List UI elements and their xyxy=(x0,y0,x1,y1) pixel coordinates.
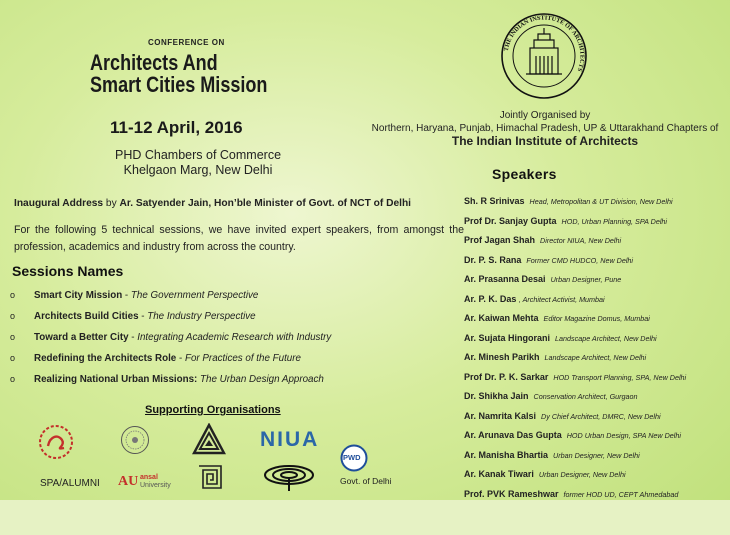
session-sep: - xyxy=(122,290,131,301)
bullet: o xyxy=(10,374,16,384)
ansal-au-mark: AU xyxy=(118,474,139,489)
speaker-name: Prof. PVK Rameshwar xyxy=(464,488,559,499)
niua-logo-text: NIUA xyxy=(260,428,320,451)
session-sep: - xyxy=(176,353,185,364)
speaker-role: Head, Metropolitan & UT Division, New Delhi xyxy=(529,197,673,206)
speaker-role: HOD, Urban Planning, SPA Delhi xyxy=(561,216,668,226)
speaker-role: former HOD UD, CEPT Ahmedabad xyxy=(563,489,679,499)
speaker-item xyxy=(464,390,686,410)
session-list xyxy=(10,289,331,394)
inaugural-address xyxy=(14,198,411,209)
bullet: o xyxy=(10,311,16,321)
speaker-item xyxy=(464,293,686,313)
speaker-name: Ar. Namrita Kalsi xyxy=(464,410,537,421)
speaker-item xyxy=(464,468,686,488)
speaker-item xyxy=(464,195,686,215)
organiser-chapters: Northern, Haryana, Punjab, Himachal Pradesh, UP & Uttarakhand Chapters of xyxy=(371,122,719,134)
bullet: o xyxy=(10,353,16,363)
speaker-role: Landscape Architect, New Delhi xyxy=(555,333,657,343)
session-item xyxy=(10,331,331,352)
speaker-name: Ar. Manisha Bhartia xyxy=(464,449,549,460)
speaker-name: Ar. Sujata Hingorani xyxy=(464,332,551,343)
session-subtitle: The Urban Design Approach xyxy=(200,374,324,385)
conference-label: CONFERENCE ON xyxy=(148,38,225,47)
session-sep: - xyxy=(138,311,148,322)
session-item xyxy=(10,289,331,310)
speaker-item xyxy=(464,429,686,449)
speaker-role: HOD Urban Design, SPA New Delhi xyxy=(566,431,681,440)
speaker-name: Ar. Kaiwan Mehta xyxy=(464,313,539,323)
iia-seal-logo xyxy=(500,12,588,100)
square-spiral-logo xyxy=(197,464,223,490)
session-subtitle: Integrating Academic Research with Industry xyxy=(137,332,332,343)
intro-text: For the following 5 technical sessions, we have invited expert speakers, from amongst the profession, academics and industry from across the country. xyxy=(14,224,464,253)
session-item xyxy=(10,352,331,373)
speaker-role: Former CMD HUDCO, New Delhi xyxy=(526,255,634,265)
speaker-item xyxy=(464,488,686,508)
spiral-logo xyxy=(262,463,316,493)
conference-title xyxy=(90,52,303,96)
session-name: Redefining the Architects Role xyxy=(34,353,177,364)
speaker-role: HOD Transport Planning, SPA, New Delhi xyxy=(553,372,687,382)
speaker-item xyxy=(464,332,686,352)
university-seal-logo xyxy=(120,425,150,455)
speaker-role: Conservation Architect, Gurgaon xyxy=(533,392,638,401)
ansal-name: ansal xyxy=(140,474,158,481)
speaker-name: Sh. R Srinivas xyxy=(464,196,525,206)
speaker-role: Dy Chief Architect, DMRC, New Delhi xyxy=(541,411,661,421)
conference-dates: 11-12 April, 2016 xyxy=(110,118,243,137)
speaker-item xyxy=(464,449,686,469)
organiser-institute: The Indian Institute of Architects xyxy=(451,134,639,148)
speaker-name: Ar. Prasanna Desai xyxy=(464,274,546,284)
speaker-name: Ar. Arunava Das Gupta xyxy=(464,430,562,440)
pwd-logo-text: PWD xyxy=(343,453,361,462)
session-name: Toward a Better City xyxy=(34,332,129,343)
spa-alumni-label: SPA/ALUMNI xyxy=(40,478,100,489)
speaker-name: Ar. P. K. Das xyxy=(464,293,517,304)
speaker-name: Dr. Shikha Jain xyxy=(464,391,529,401)
speaker-item xyxy=(464,371,686,391)
speaker-role: Urban Designer, New Delhi xyxy=(553,450,640,460)
speaker-role: Urban Designer, New Delhi xyxy=(538,470,626,479)
session-sep: - xyxy=(128,332,138,343)
speaker-role: , Architect Activist, Mumbai xyxy=(518,294,605,304)
speaker-list xyxy=(464,195,686,507)
organiser-block xyxy=(370,110,720,148)
bullet: o xyxy=(10,332,16,342)
venue-line1: PHD Chambers of Commerce xyxy=(115,148,282,162)
ansal-university: University xyxy=(140,482,171,489)
seal-ring-text: THE INDIAN INSTITUTE OF ARCHITECTS xyxy=(502,14,586,73)
supporting-heading: Supporting Organisations xyxy=(145,404,281,416)
speakers-heading: Speakers xyxy=(492,166,557,182)
conference-title-line1: Architects And xyxy=(90,50,218,75)
spa-logo xyxy=(38,424,74,460)
speaker-item xyxy=(464,254,686,274)
speaker-role: Urban Designer, Pune xyxy=(550,275,622,284)
speaker-name: Ar. Kanak Tiwari xyxy=(464,469,534,479)
speaker-item xyxy=(464,215,686,235)
session-name: Architects Build Cities xyxy=(34,311,139,322)
venue-line2: Khelgaon Marg, New Delhi xyxy=(123,163,273,177)
session-subtitle: For Practices of the Future xyxy=(184,353,301,364)
speaker-name: Prof Jagan Shah xyxy=(464,235,536,245)
speaker-name: Prof Dr. P. K. Sarkar xyxy=(464,371,549,382)
speaker-role: Editor Magazine Domus, Mumbai xyxy=(543,314,650,323)
session-item xyxy=(10,310,331,331)
session-subtitle: The Industry Perspective xyxy=(147,311,256,322)
bullet: o xyxy=(10,290,16,300)
speaker-item xyxy=(464,273,686,293)
inaugural-by: by xyxy=(103,198,120,209)
inaugural-speaker: Ar. Satyender Jain, Hon’ble Minister of Govt. of NCT of Delhi xyxy=(119,198,412,209)
inaugural-prefix: Inaugural Address xyxy=(14,198,104,209)
session-subtitle: The Government Perspective xyxy=(130,290,259,301)
speaker-item xyxy=(464,410,686,430)
govt-delhi-label: Govt. of Delhi xyxy=(340,476,392,486)
speaker-role: Director NIUA, New Delhi xyxy=(540,236,622,245)
speaker-role: Landscape Architect, New Delhi xyxy=(544,353,647,362)
session-name: Smart City Mission xyxy=(34,290,123,301)
venue xyxy=(115,148,281,178)
jointly-organised: Jointly Organised by xyxy=(499,110,591,121)
speaker-name: Ar. Minesh Parikh xyxy=(464,352,540,362)
speaker-name: Prof Dr. Sanjay Gupta xyxy=(464,215,557,226)
triangle-logo xyxy=(192,423,226,455)
speaker-item xyxy=(464,234,686,254)
session-item xyxy=(10,373,331,394)
speaker-item xyxy=(464,351,686,371)
speaker-name: Dr. P. S. Rana xyxy=(464,254,522,265)
speaker-item xyxy=(464,312,686,332)
session-name: Realizing National Urban Missions: xyxy=(34,374,198,385)
conference-title-line2: Smart Cities Mission xyxy=(90,72,268,97)
sessions-heading: Sessions Names xyxy=(12,263,124,279)
